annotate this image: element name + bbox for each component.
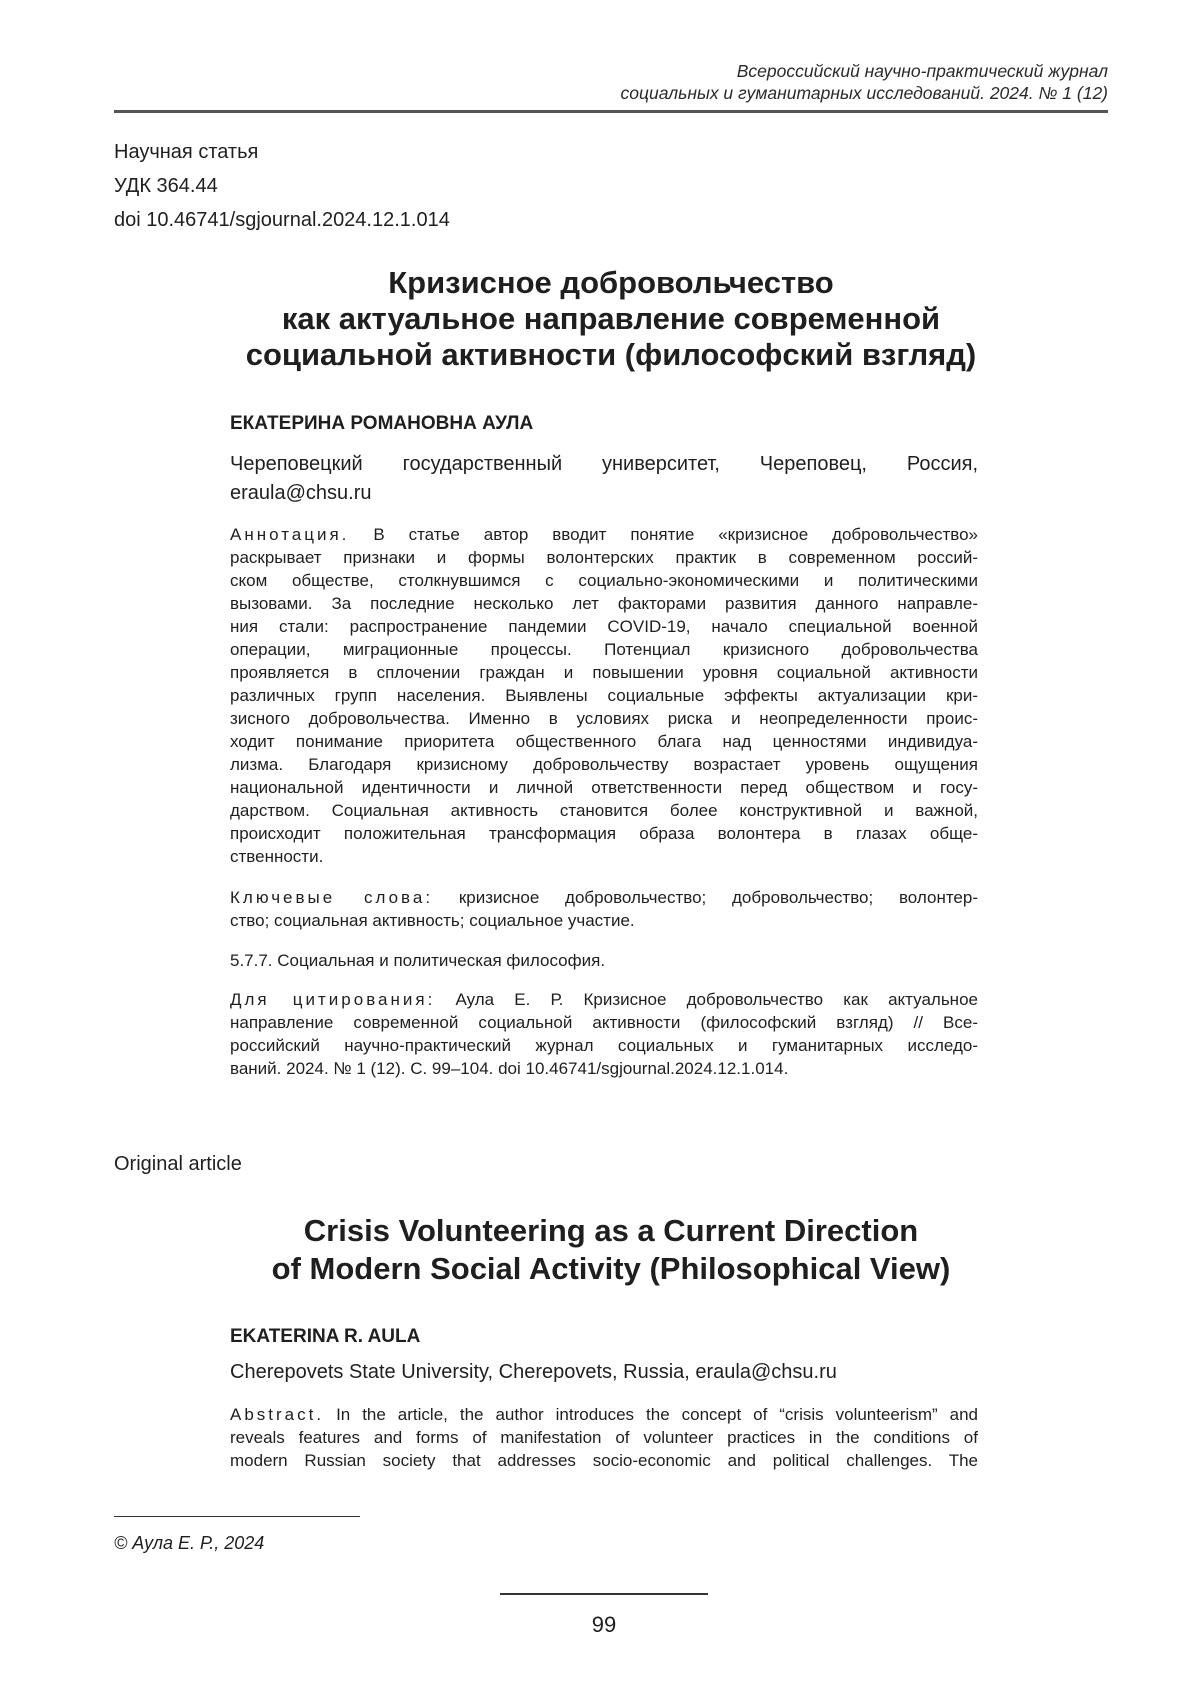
author-email-ru: eraula@chsu.ru (230, 479, 978, 508)
abstract-ru-line: ственности. (230, 845, 978, 868)
header-divider (114, 110, 1108, 113)
footnote-divider (114, 1516, 360, 1517)
citation-ru-line: направление современной социальной активности (философский взгляд) // Все- (230, 1011, 978, 1034)
abstract-ru-line: проявляется в сплочении граждан и повышении уровня социальной активности (230, 661, 978, 684)
abstract-en-line: reveals features and forms of manifestation of volunteer practices in the conditions of (230, 1426, 978, 1449)
copyright-notice: © Аула Е. Р., 2024 (114, 1532, 264, 1554)
journal-name-line-2: социальных и гуманитарных исследований. 2024. № 1 (12) (308, 82, 1108, 104)
article-type: Научная статья (114, 140, 258, 164)
abstract-en (230, 1403, 978, 1472)
author-name-ru: ЕКАТЕРИНА РОМАНОВНА АУЛА (230, 412, 533, 436)
abstract-en-label: Abstract. (230, 1405, 324, 1424)
specialty-code: 5.7.7. Социальная и политическая философия. (230, 949, 978, 972)
abstract-ru-line: различных групп населения. Выявлены социальные эффекты актуализации кри- (230, 684, 978, 707)
abstract-en-line: modern Russian society that addresses socio-economic and political challenges. The (230, 1449, 978, 1472)
citation-ru-label: Для цитирования: (230, 990, 435, 1009)
keywords-ru-line: ство; социальная активность; социальное участие. (230, 909, 978, 932)
citation-ru-line: ваний. 2024. № 1 (12). С. 99–104. doi 10.46741/sgjournal.2024.12.1.014. (230, 1057, 978, 1080)
author-name-en: EKATERINA R. AULA (230, 1325, 420, 1349)
abstract-ru-line: В статье автор вводит понятие «кризисное добровольчество» (373, 525, 978, 544)
abstract-ru (230, 523, 978, 868)
abstract-ru-line: зисного добровольчества. Именно в условиях риска и неопределенности проис- (230, 707, 978, 730)
keywords-ru-label: Ключевые слова: (230, 888, 433, 907)
article-type-en: Original article (114, 1152, 242, 1176)
abstract-ru-line: ния стали: распространение пандемии COVID-19, начало специальной военной (230, 615, 978, 638)
running-header (308, 60, 1108, 104)
citation-ru (230, 988, 978, 1080)
abstract-ru-line: ском обществе, столкнувшимся с социально-экономическими и политическими (230, 569, 978, 592)
keywords-ru (230, 886, 978, 932)
title-en-line: of Modern Social Activity (Philosophical View) (114, 1250, 1108, 1288)
title-ru-line: Кризисное добровольчество (114, 265, 1108, 301)
page-number: 99 (500, 1612, 708, 1638)
affiliation-en: Cherepovets State University, Cherepovets, Russia, eraula@chsu.ru (230, 1360, 978, 1384)
udk-code: УДК 364.44 (114, 174, 218, 198)
title-ru-line: социальной активности (философский взгляд) (114, 337, 1108, 373)
article-title-en (114, 1212, 1108, 1288)
citation-ru-line: российский научно-практический журнал социальных и гуманитарных исследо- (230, 1034, 978, 1057)
doi: doi 10.46741/sgjournal.2024.12.1.014 (114, 208, 450, 232)
title-ru-line: как актуальное направление современной (114, 301, 1108, 337)
title-en-line: Crisis Volunteering as a Current Direction (114, 1212, 1108, 1250)
abstract-ru-line: операции, миграционные процессы. Потенциал кризисного добровольчества (230, 638, 978, 661)
abstract-en-line: In the article, the author introduces the concept of “crisis volunteerism” and (336, 1405, 978, 1424)
abstract-ru-line: вызовами. За последние несколько лет факторами развития данного направле- (230, 592, 978, 615)
abstract-ru-line: ходит понимание приоритета общественного блага над ценностями индивидуа- (230, 730, 978, 753)
page-number-divider (500, 1593, 708, 1595)
article-title-ru (114, 265, 1108, 373)
abstract-ru-line: раскрывает признаки и формы волонтерских практик в современном россий- (230, 546, 978, 569)
abstract-ru-line: национальной идентичности и личной ответственности перед обществом и госу- (230, 776, 978, 799)
abstract-ru-line: дарством. Социальная активность становится более конструктивной и важной, (230, 799, 978, 822)
abstract-ru-line: происходит положительная трансформация образа волонтера в глазах обще- (230, 822, 978, 845)
abstract-ru-label: Аннотация. (230, 525, 349, 544)
journal-name-line-1: Всероссийский научно-практический журнал (308, 60, 1108, 82)
abstract-ru-line: лизма. Благодаря кризисному добровольчеству возрастает уровень ощущения (230, 753, 978, 776)
citation-ru-line: Аула Е. Р. Кризисное добровольчество как актуальное (455, 990, 978, 1009)
keywords-ru-line: кризисное добровольчество; добровольчество; волонтер- (459, 888, 978, 907)
affiliation-ru (230, 450, 978, 508)
affiliation-ru-text: Череповецкий государственный университет, Череповец, Россия, (230, 450, 978, 479)
